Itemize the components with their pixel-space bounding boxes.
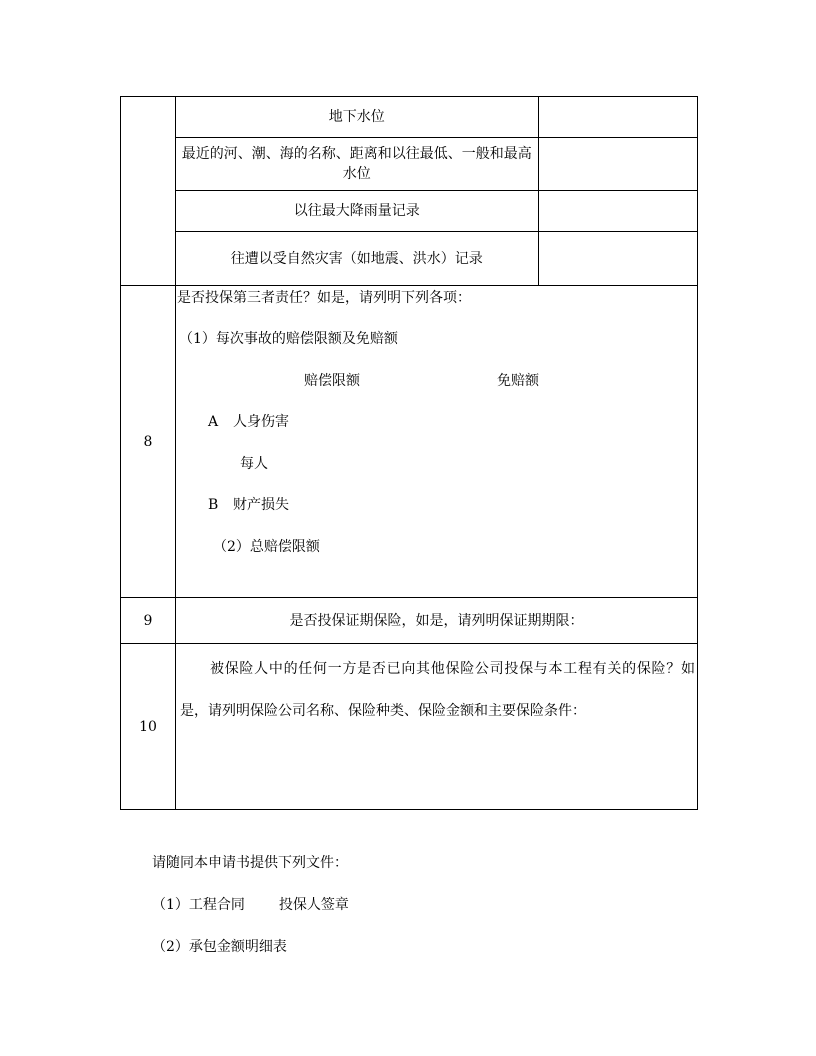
section-10-row [121,644,698,810]
engineering-contract-item: （1）工程合同 [152,897,245,913]
per-accident-item: （1）每次事故的赔偿限额及免赔额 [179,331,398,347]
groundwater-level-value[interactable] [538,97,698,138]
section-9-row [121,598,698,644]
nearby-water-label: 最近的河、潮、海的名称、距离和以往最低、一般和最高水位 [176,138,538,191]
third-party-liability-cell [176,286,698,598]
applicant-signature-label: 投保人签章 [278,897,349,913]
other-insurance-cell [176,644,698,810]
item-b-label: B [208,497,219,513]
required-documents-line-1 [152,890,349,932]
table-row [176,232,698,286]
site-conditions-table [176,97,698,285]
table-row [176,138,698,191]
third-party-liability-block [176,286,697,597]
section-7-number-cell [121,97,176,286]
aggregate-limit-item: （2）总赔偿限额 [213,539,320,555]
table-row [176,97,698,138]
section-7-content-cell [176,97,698,286]
section-8-row [121,286,698,598]
groundwater-level-label: 地下水位 [176,97,538,138]
warranty-period-question: 是否投保证期保险，如是，请列明保证期期限： [176,598,698,644]
max-rainfall-label: 以往最大降雨量记录 [176,191,538,232]
third-party-question: 是否投保第三者责任？如是，请列明下列各项： [177,290,471,306]
natural-disaster-value[interactable] [538,232,698,286]
bodily-injury-label: 人身伤害 [233,414,289,430]
required-documents-section [152,848,349,974]
per-person-label: 每人 [240,456,268,472]
other-insurance-question: 被保险人中的任何一方是否已向其他保险公司投保与本工程有关的保险？如是，请列明保险公司名称、保险种类、保险金额和主要保险条件： [180,661,695,719]
max-rainfall-value[interactable] [538,191,698,232]
natural-disaster-label: 往遭以受自然灾害（如地震、洪水）记录 [176,232,538,286]
nearby-water-value[interactable] [538,138,698,191]
section-8-number: 8 [121,286,176,598]
table-row [176,191,698,232]
property-damage-label: 财产损失 [233,497,289,513]
section-7-row [121,97,698,286]
item-a-label: A [208,414,219,430]
insurance-form-table [120,96,698,810]
deductible-header: 免赔额 [497,373,539,389]
required-documents-intro: 请随同本申请书提供下列文件： [152,855,348,871]
section-9-number: 9 [121,598,176,644]
section-10-number: 10 [121,644,176,810]
contract-amount-breakdown-item: （2）承包金额明细表 [152,939,287,955]
indemnity-limit-header: 赔偿限额 [304,373,360,389]
